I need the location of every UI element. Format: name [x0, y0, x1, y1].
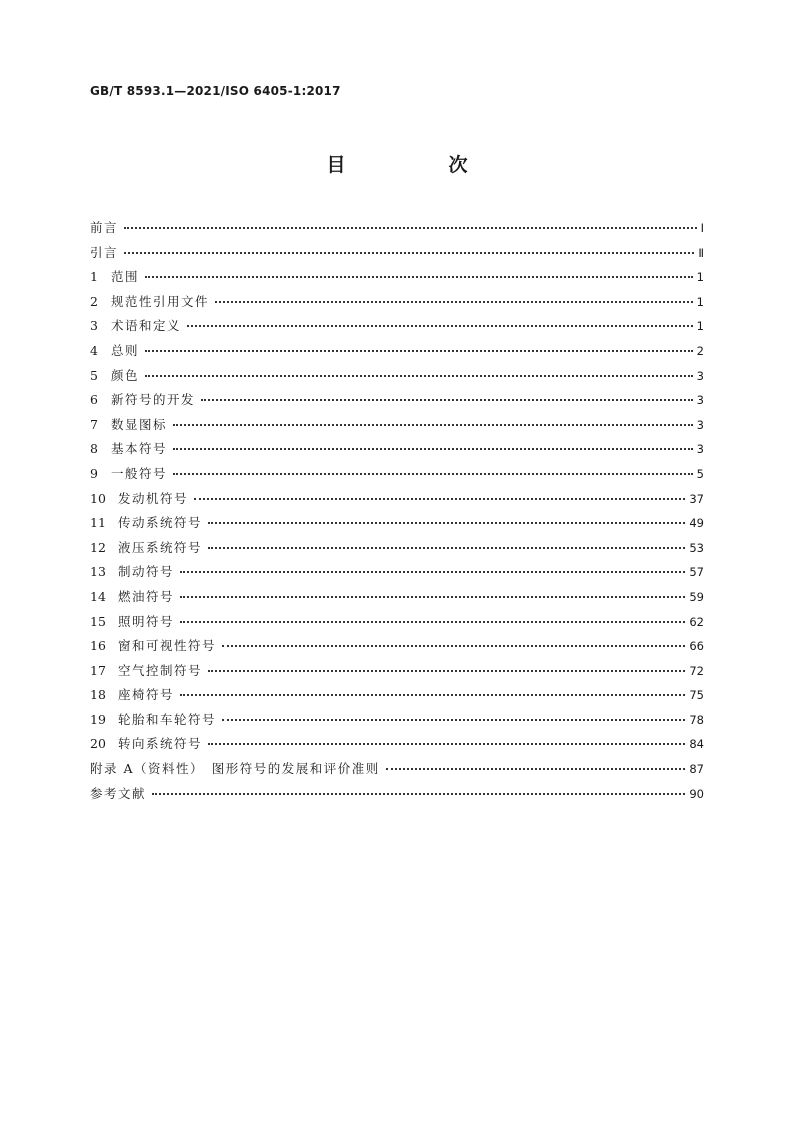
toc-entry[interactable]	[90, 292, 704, 317]
toc-entry[interactable]	[90, 513, 704, 538]
toc-dot-leader	[124, 243, 694, 257]
toc-entry[interactable]	[90, 562, 704, 587]
toc-dot-leader	[194, 489, 685, 503]
table-of-contents	[90, 218, 704, 808]
toc-dot-leader	[180, 612, 685, 626]
toc-entry-page: 3	[696, 368, 704, 383]
toc-entry-label: 一般符号	[111, 465, 168, 481]
toc-dot-leader	[208, 538, 685, 552]
toc-entry[interactable]	[90, 587, 704, 612]
page-title: 目 次	[326, 154, 510, 176]
toc-dot-leader	[145, 341, 693, 355]
toc-dot-leader	[173, 464, 693, 478]
toc-entry-label: 液压系统符号	[118, 539, 203, 555]
toc-entry[interactable]	[90, 415, 704, 440]
toc-entry-number: 18	[90, 687, 106, 703]
toc-dot-leader	[152, 784, 685, 798]
toc-entry-page: 5	[696, 466, 704, 481]
toc-entry-page: 3	[696, 442, 704, 457]
toc-dot-leader	[208, 734, 685, 748]
toc-entry-label: 引言	[90, 244, 119, 260]
toc-entry[interactable]	[90, 316, 704, 341]
toc-entry[interactable]	[90, 341, 704, 366]
toc-entry-page: 57	[689, 565, 704, 580]
toc-entry[interactable]	[90, 636, 704, 661]
toc-entry-page: 78	[689, 712, 704, 727]
toc-dot-leader	[208, 661, 685, 675]
toc-entry[interactable]	[90, 243, 704, 268]
toc-dot-leader	[173, 415, 693, 429]
toc-dot-leader	[222, 710, 685, 724]
toc-entry-number: 12	[90, 539, 106, 555]
toc-entry-page: 84	[689, 737, 704, 752]
toc-entry-number: 11	[90, 515, 106, 531]
toc-entry-page: 49	[689, 516, 704, 531]
toc-entry-page: 66	[689, 639, 704, 654]
toc-entry-label: 颜色	[111, 367, 140, 383]
toc-entry-page: 3	[696, 417, 704, 432]
toc-entry-label: 窗和可视性符号	[118, 638, 217, 654]
toc-entry-page: 87	[689, 762, 704, 777]
toc-entry-page: 1	[696, 270, 704, 285]
toc-dot-leader	[180, 587, 685, 601]
toc-entry[interactable]	[90, 390, 704, 415]
toc-entry-page: 72	[689, 663, 704, 678]
toc-entry[interactable]	[90, 784, 704, 809]
toc-dot-leader	[208, 513, 685, 527]
toc-entry[interactable]	[90, 612, 704, 637]
toc-entry-label: 空气控制符号	[118, 662, 203, 678]
toc-entry-number: 5	[90, 367, 98, 383]
toc-entry-number: 14	[90, 588, 106, 604]
standard-number: GB/T 8593.1—2021/ISO 6405-1:2017	[90, 84, 341, 98]
toc-entry-label: 传动系统符号	[118, 515, 203, 531]
toc-entry[interactable]	[90, 710, 704, 735]
toc-entry-label: 范围	[111, 269, 140, 285]
toc-entry-number: 2	[90, 293, 98, 309]
toc-entry-label: 规范性引用文件	[111, 293, 210, 309]
toc-entry-label: 制动符号	[118, 564, 175, 580]
toc-entry[interactable]	[90, 759, 704, 784]
toc-entry-label: 参考文献	[90, 785, 147, 801]
toc-dot-leader	[180, 562, 685, 576]
toc-dot-leader	[222, 636, 685, 650]
toc-entry-number: 16	[90, 638, 106, 654]
toc-entry-page: 62	[689, 614, 704, 629]
toc-entry[interactable]	[90, 439, 704, 464]
toc-dot-leader	[215, 292, 693, 306]
toc-entry[interactable]	[90, 538, 704, 563]
toc-entry-number: 8	[90, 441, 98, 457]
toc-entry-label: 术语和定义	[111, 318, 182, 334]
toc-entry[interactable]	[90, 489, 704, 514]
toc-entry[interactable]	[90, 218, 704, 243]
toc-dot-leader	[173, 439, 693, 453]
toc-entry-number: 13	[90, 564, 106, 580]
toc-entry-label: 燃油符号	[118, 588, 175, 604]
toc-dot-leader	[386, 759, 686, 773]
toc-entry-page: 53	[689, 540, 704, 555]
toc-entry-label: 附录 A（资料性） 图形符号的发展和评价准则	[90, 761, 380, 777]
toc-entry-number: 19	[90, 711, 106, 727]
toc-entry-label: 轮胎和车轮符号	[118, 711, 217, 727]
toc-dot-leader	[124, 218, 697, 232]
toc-dot-leader	[187, 316, 693, 330]
toc-entry-page: Ⅱ	[698, 245, 704, 260]
toc-entry[interactable]	[90, 661, 704, 686]
toc-entry-label: 基本符号	[111, 441, 168, 457]
toc-entry[interactable]	[90, 734, 704, 759]
toc-entry-page: 37	[689, 491, 704, 506]
toc-entry-number: 9	[90, 465, 98, 481]
toc-entry-number: 10	[90, 490, 106, 506]
toc-entry-page: 3	[696, 393, 704, 408]
toc-entry-number: 4	[90, 342, 98, 358]
toc-entry-page: 59	[689, 589, 704, 604]
toc-entry-label: 总则	[111, 342, 140, 358]
toc-entry-label: 前言	[90, 220, 119, 235]
toc-entry-label: 照明符号	[118, 613, 175, 629]
toc-entry-label: 新符号的开发	[111, 392, 196, 408]
toc-dot-leader	[145, 267, 693, 281]
toc-entry-page: 1	[696, 294, 704, 309]
toc-entry[interactable]	[90, 366, 704, 391]
toc-entry-label: 座椅符号	[118, 687, 175, 703]
toc-dot-leader	[201, 390, 693, 404]
toc-entry-page: 2	[696, 343, 704, 358]
toc-entry[interactable]	[90, 685, 704, 710]
toc-entry-page: 75	[689, 688, 704, 703]
toc-entry-label: 发动机符号	[118, 490, 189, 506]
toc-entry[interactable]	[90, 464, 704, 489]
toc-entry-number: 17	[90, 662, 106, 678]
toc-entry-label: 转向系统符号	[118, 736, 203, 752]
toc-dot-leader	[180, 685, 685, 699]
toc-entry-number: 1	[90, 269, 98, 285]
toc-entry-page: 1	[696, 319, 704, 334]
toc-dot-leader	[145, 366, 693, 380]
toc-entry[interactable]	[90, 267, 704, 292]
toc-entry-number: 6	[90, 392, 98, 408]
toc-entry-page: 90	[689, 786, 704, 801]
toc-entry-label: 数显图标	[111, 416, 168, 432]
toc-entry-page: Ⅰ	[700, 221, 704, 235]
toc-entry-number: 3	[90, 318, 98, 334]
toc-entry-number: 7	[90, 416, 98, 432]
toc-entry-number: 20	[90, 736, 106, 752]
toc-entry-number: 15	[90, 613, 106, 629]
